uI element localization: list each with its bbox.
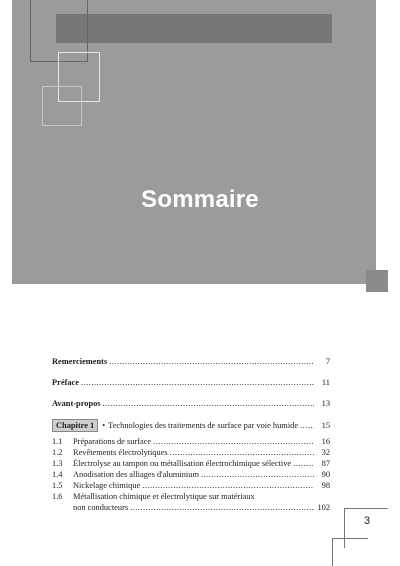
toc-entry-avant-propos[interactable] <box>52 398 330 409</box>
bullet: • <box>102 421 106 430</box>
chapter-title: Technologies des traitements de surface par voie humide <box>108 421 299 430</box>
toc-page: 87 <box>321 459 330 468</box>
toc-page: 102 <box>317 503 330 512</box>
decorative-square <box>332 538 368 566</box>
toc-page: 98 <box>321 481 330 490</box>
leader-dots <box>170 447 314 458</box>
page-title: Sommaire <box>141 186 259 213</box>
toc-page: 90 <box>321 470 330 479</box>
leader-dots <box>153 436 314 447</box>
section-number: 1.3 <box>52 459 63 468</box>
toc-label: Remerciements <box>52 357 108 366</box>
toc-page: 7 <box>325 357 330 366</box>
leader-dots <box>130 502 314 513</box>
toc-section-1-5[interactable] <box>52 480 330 491</box>
chapter-badge: Chapitre 1 <box>52 419 98 432</box>
toc-label: Préface <box>52 378 79 387</box>
toc-page: 13 <box>321 399 330 408</box>
toc-label: Préparations de surface <box>73 437 152 446</box>
toc-chapter-1[interactable] <box>52 419 330 432</box>
toc-label: non conducteurs <box>73 503 129 512</box>
section-number: 1.5 <box>52 481 63 490</box>
section-number: 1.4 <box>52 470 63 479</box>
leader-dots <box>142 480 314 491</box>
toc-page: 16 <box>321 437 330 446</box>
toc-entry-preface[interactable] <box>52 377 330 388</box>
toc-label <box>52 419 298 432</box>
toc-section-1-6-continuation[interactable] <box>52 502 330 513</box>
leader-dots <box>300 420 314 431</box>
section-number: 1.2 <box>52 448 63 457</box>
toc-section-1-6[interactable] <box>52 491 330 502</box>
corner-tab <box>366 270 388 292</box>
section-number: 1.6 <box>52 492 63 501</box>
leader-dots <box>201 469 314 480</box>
toc-label: Électrolyse au tampon ou métallisation électrochimique sélective <box>73 459 292 468</box>
leader-dots <box>103 398 314 409</box>
toc-label: Métallisation chimique et électrolytique sur matériaux <box>73 492 255 501</box>
page-number: 3 <box>363 515 371 527</box>
toc-label: Avant-propos <box>52 399 101 408</box>
banner-bar <box>56 14 332 43</box>
toc-label: Revêtements électrolytiques <box>73 448 168 457</box>
leader-dots <box>293 458 314 469</box>
leader-dots <box>109 356 314 367</box>
toc-label: Nickelage chimique <box>73 481 141 490</box>
table-of-contents <box>52 356 330 513</box>
toc-section-1-1[interactable] <box>52 436 330 447</box>
toc-section-1-4[interactable] <box>52 469 330 480</box>
toc-section-1-3[interactable] <box>52 458 330 469</box>
leader-dots <box>81 377 314 388</box>
section-number: 1.1 <box>52 437 63 446</box>
toc-entry-remerciements[interactable] <box>52 356 330 367</box>
toc-label: Anodisation des alliages d'aluminium <box>73 470 199 479</box>
toc-page: 32 <box>321 448 330 457</box>
decorative-square <box>42 86 82 126</box>
toc-page: 11 <box>321 378 330 387</box>
toc-page: 15 <box>321 421 330 430</box>
toc-section-1-2[interactable] <box>52 447 330 458</box>
